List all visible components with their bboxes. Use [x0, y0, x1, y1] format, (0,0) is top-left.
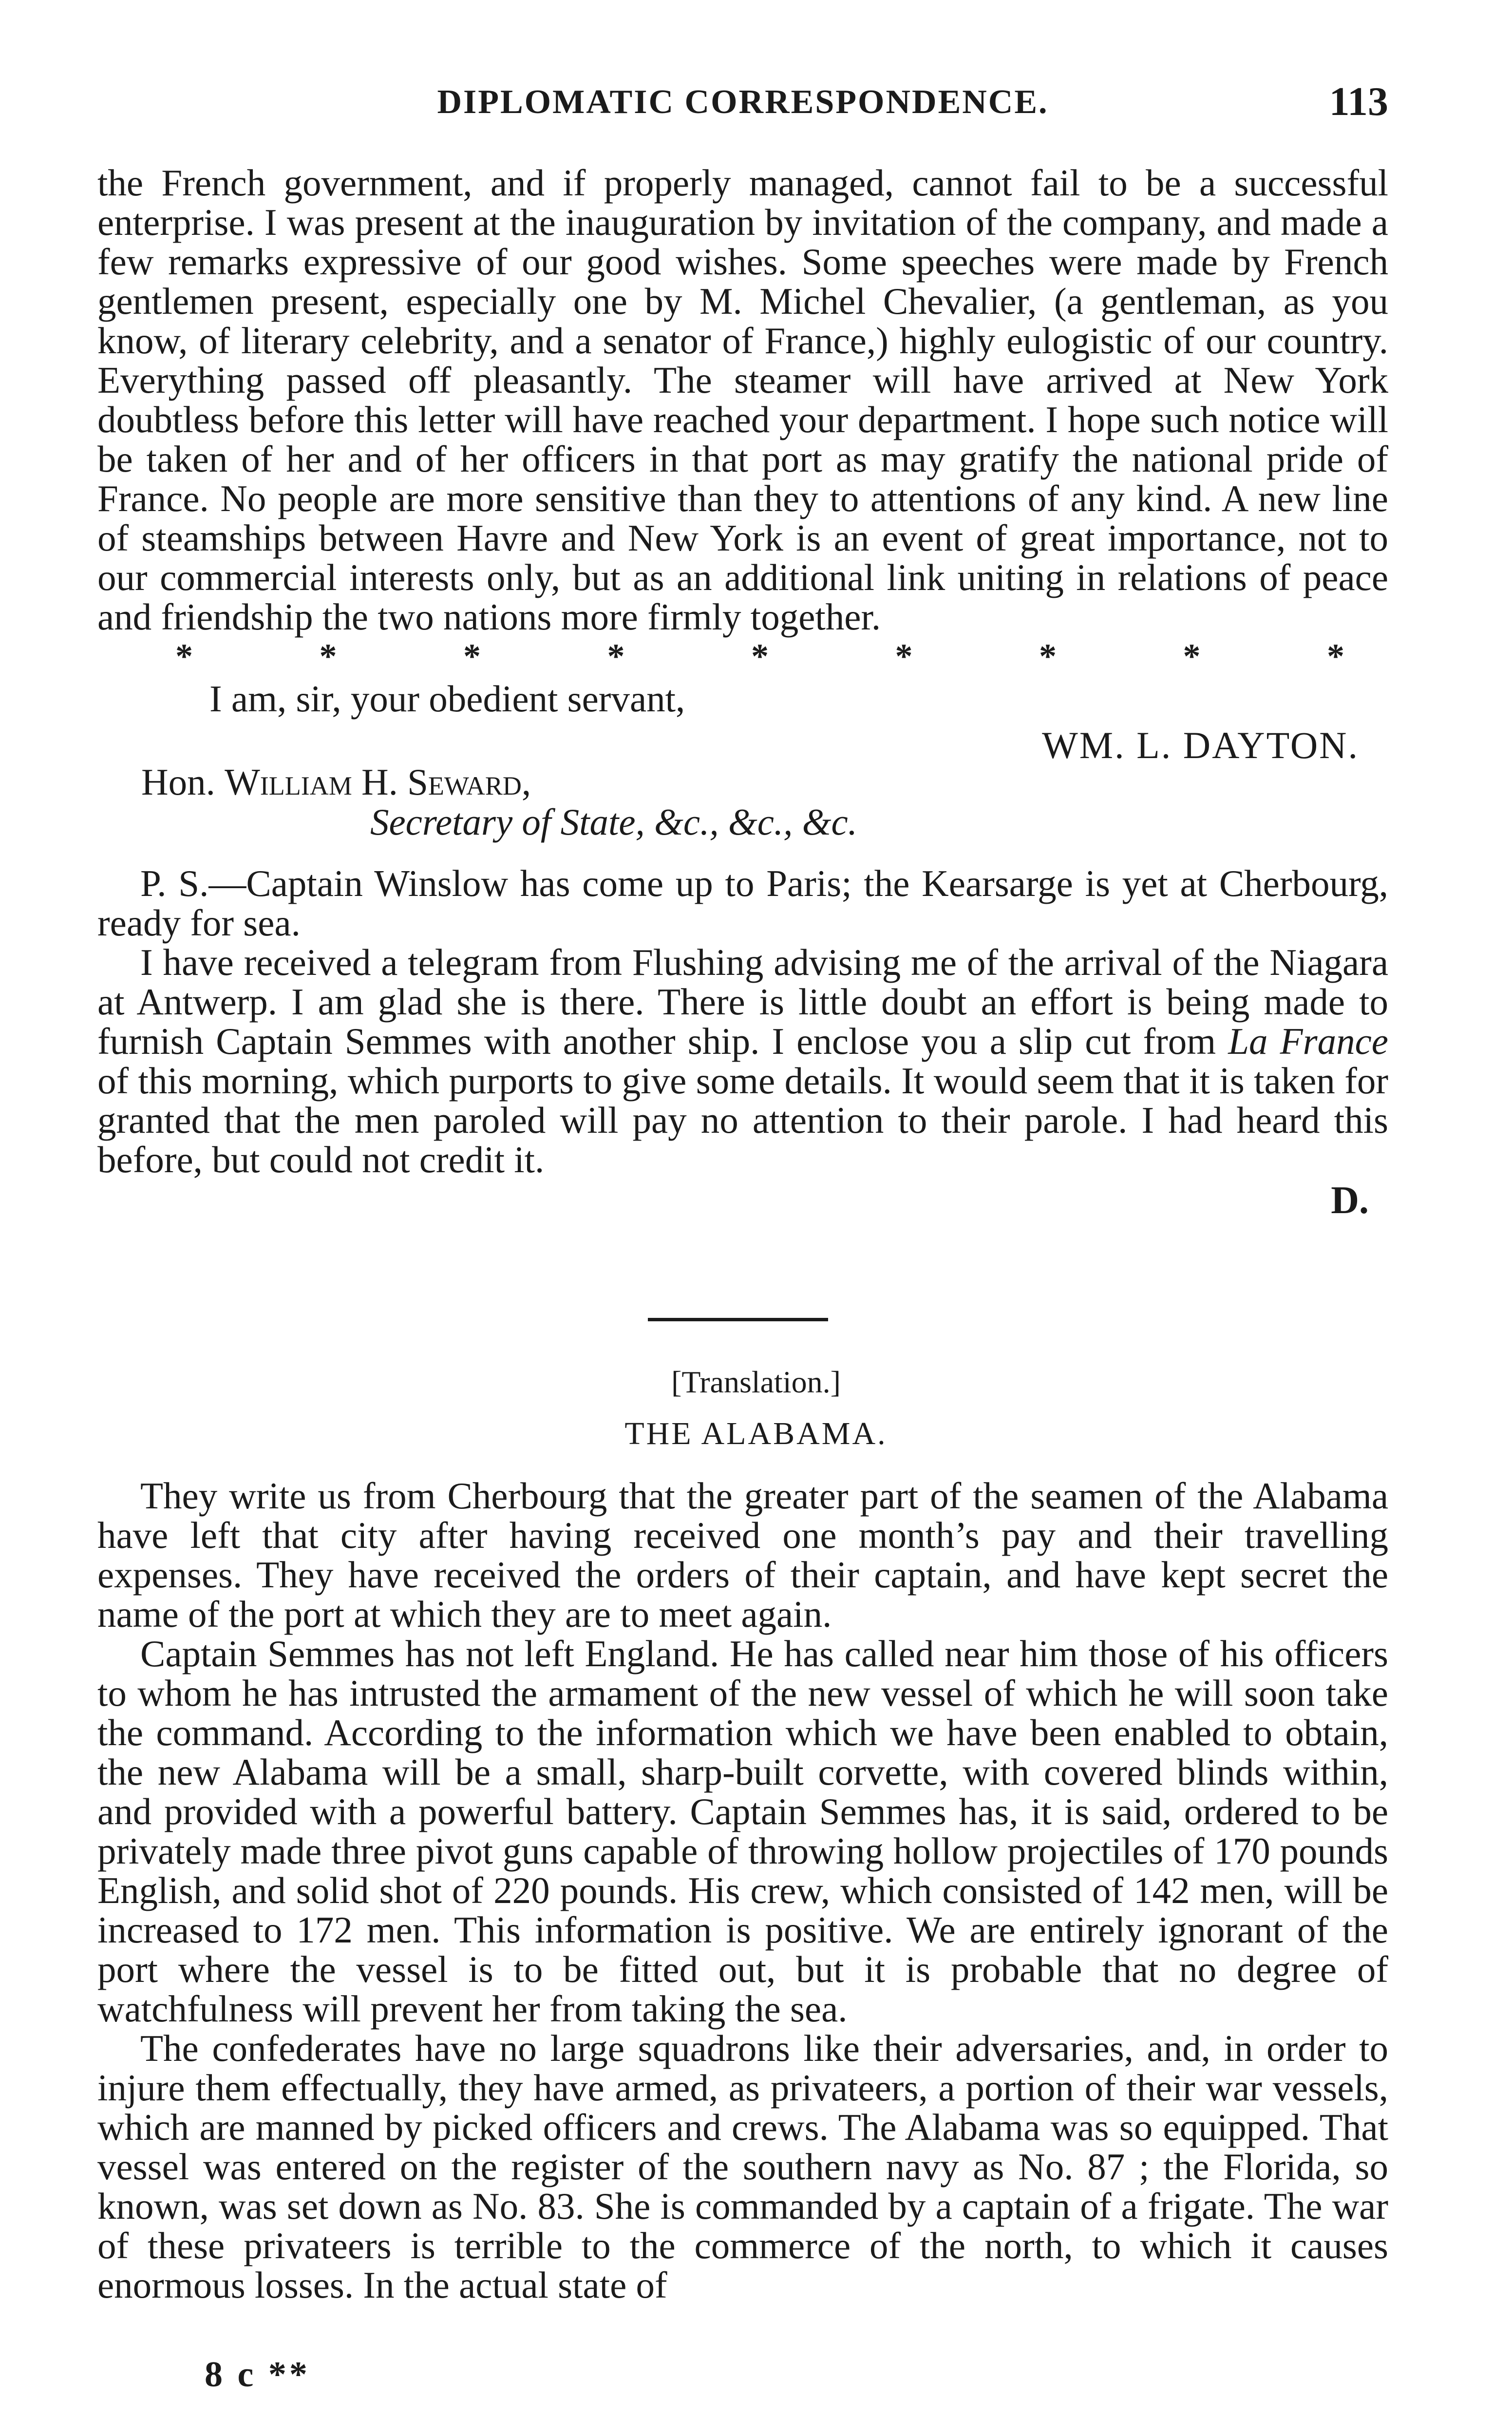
asterisk: *: [1183, 637, 1201, 676]
postscript-paragraph: [97, 943, 1388, 1180]
translation-paragraph: The confederates have no large squadrons like their adversaries, and, in order to injure them effectually, they have armed, as privateers, a portion of their war vessels, which are manned by picked officers and crews. The Alabama was so equipped. That vessel was entered on the register of the southern navy as No. 87 ; the Florida, so known, was set down as No. 83. She is commanded by a captain of a frigate. The war of these privateers is terrible to the commerce of the north, to which it causes enormous losses. In the actual state of: [97, 2027, 1388, 2306]
postscript-text: of this morning, which purports to give some details. It would seem that it is taken for granted that the men paroled will pay no attention to their parole. I had heard this before, but could not credit it.: [97, 1060, 1388, 1180]
addressee-prefix: Hon.: [141, 761, 215, 803]
translation-body: [97, 1476, 1388, 2305]
postscript-text: I have received a telegram from Flushing advising me of the arrival of the Niagara at Antwerp. I am glad she is there. There is little doubt an effort is being made to furnish Captain Semmes with another ship. I enclose you a slip cut from: [97, 941, 1388, 1062]
asterisk: *: [1327, 637, 1344, 676]
ellipsis-asterisks: [97, 637, 1388, 676]
asterisk: *: [751, 637, 769, 676]
asterisk: *: [607, 637, 625, 676]
letter-paragraph: the French government, and if properly managed, cannot fail to be a successful enterprise. I was present at the inauguration by invitation of the company, and made a few remarks expressive of our good wishes. Some speeches were made by French gentlemen present, especially one by M. Michel Chevalier, (a gentleman, as you know, of literary celebrity, and a senator of France,) highly eulogistic of our country. Everything passed off pleasantly. The steamer will have arrived at New York doubtless before this letter will have reached your department. I hope such notice will be taken of her and of her officers in that port as may gratify the national pride of France. No people are more sensitive than they to attentions of any kind. A new line of steamships between Havre and New York is an event of great importance, not to our commercial interests only, but as an additional link uniting in relations of peace and friendship the two nations more firmly together.: [97, 162, 1388, 638]
addressee: [141, 761, 531, 804]
asterisk: *: [175, 637, 193, 676]
signature: WM. L. DAYTON.: [1042, 724, 1359, 766]
page-number: 113: [1329, 79, 1388, 124]
asterisk: *: [895, 637, 913, 676]
letter-closing: I am, sir, your obedient servant,: [209, 678, 685, 720]
asterisk: *: [463, 637, 481, 676]
postscript-initial: D.: [1331, 1179, 1369, 1222]
postscript-paragraph: P. S.—Captain Winslow has come up to Paris; the Kearsarge is yet at Cherbourg, ready for sea.: [97, 862, 1388, 944]
asterisk: *: [1039, 637, 1057, 676]
translation-label: [Translation.]: [671, 1365, 841, 1399]
signature-block: [97, 719, 1388, 801]
newspaper-title: La France: [1228, 1020, 1388, 1062]
running-title: DIPLOMATIC CORRESPONDENCE.: [437, 83, 1049, 121]
letter-body: [97, 163, 1388, 1221]
section-title: THE ALABAMA.: [624, 1416, 888, 1451]
translation-paragraph: They write us from Cherbourg that the greater part of the seamen of the Alabama have left that city after having received one month’s pay and their travelling expenses. They have received the orders of their captain, and have kept secret the name of the port at which they are to meet again.: [97, 1475, 1388, 1635]
addressee-title: Secretary of State, &c., &c., &c.: [370, 801, 857, 843]
page-header: [97, 78, 1388, 132]
printer-signature-mark: 8 c **: [205, 2355, 310, 2395]
translation-paragraph: Captain Semmes has not left England. He has called near him those of his officers to whom he has intrusted the armament of the new vessel of which he will soon take the command. According to the information which we have been enabled to obtain, the new Alabama will be a small, sharp-built corvette, with covered blinds within, and provided with a powerful battery. Captain Semmes has, it is said, ordered to be privately made three pivot guns capable of throwing hollow projectiles of 170 pounds English, and solid shot of 220 pounds. His crew, which consisted of 142 men, will be increased to 172 men. This information is positive. We are entirely ignorant of the port where the vessel is to be fitted out, but it is probable that no degree of watchfulness will prevent her from taking the sea.: [97, 1633, 1388, 2030]
addressee-name: William H. Seward,: [225, 761, 531, 803]
asterisk: *: [319, 637, 337, 676]
section-divider: [648, 1318, 828, 1321]
